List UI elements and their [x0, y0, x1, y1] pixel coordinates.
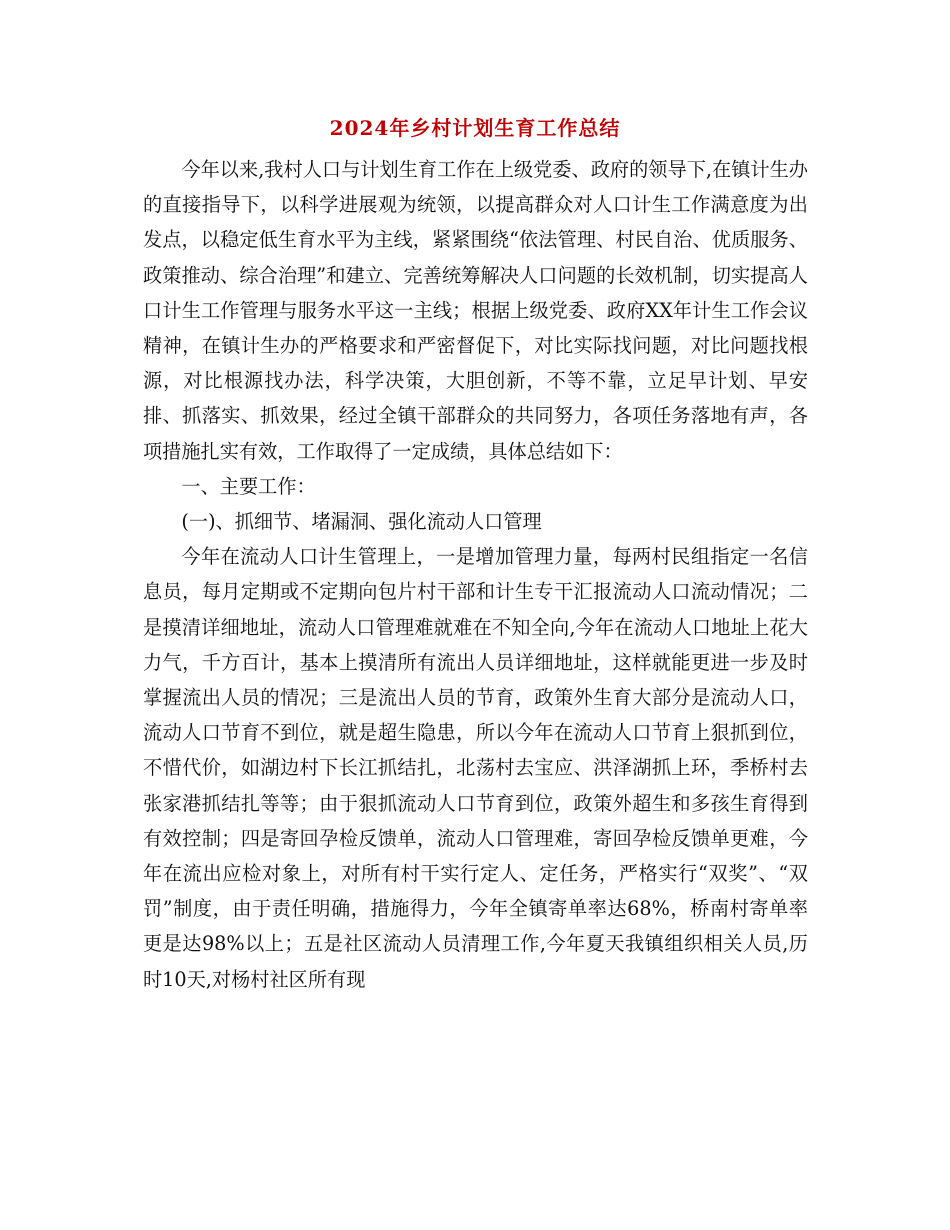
document-title: 2024年乡村计划生育工作总结 [329, 116, 621, 140]
paragraph-intro: 今年以来,我村人口与计划生育工作在上级党委、政府的领导下,在镇计生办的直接指导下，以科学进展观为统领，以提高群众对人口计生工作满意度为出发点，以稳定低生育水平为主线，紧紧围绕“依法管理、村民自治、优质服务、政策推动、综合治理”和建立、完善统筹解决人口问题的长效机制，切实提高人口计生工作管理与服务水平这一主线；根据上级党委、政府XX年计生工作会议精神，在镇计生办的严格要求和严密督促下，对比实际找问题，对比问题找根源，对比根源找办法，科学决策，大胆创新，不等不靠，立足早计划、早安排、抓落实、抓效果，经过全镇干部群众的共同努力，各项任务落地有声，各项措施扎实有效，工作取得了一定成绩，具体总结如下： [143, 158, 808, 463]
document-body [143, 152, 808, 997]
section-heading: 一、主要工作： [181, 474, 316, 498]
subsection-heading: (一)、抓细节、堵漏洞、强化流动人口管理 [181, 510, 542, 534]
paragraph-floating-population: 今年在流动人口计生管理上，一是增加管理力量，每两村民组指定一名信息员，每月定期或不定期向包片村干部和计生专干汇报流动人口流动情况；二是摸清详细地址，流动人口管理难就难在不知全向,今年在流动人口地址上花大力气，千方百计，基本上摸清所有流出人员详细地址，这样就能更进一步及时掌握流出人员的情况；三是流出人员的节育，政策外生育大部分是流动人口，流动人口节育不到位，就是超生隐患，所以今年在流动人口节育上狠抓到位，不惜代价，如湖边村下长江抓结扎，北荡村去宝应、洪泽湖抓上环，季桥村去张家港抓结扎等等；由于狠抓流动人口节育到位，政策外超生和多孩生育得到有效控制；四是寄回孕检反馈单，流动人口管理难，寄回孕检反馈单更难，今年在流出应检对象上，对所有村干实行定人、定任务，严格实行“双奖”、“双罚”制度，由于责任明确，措施得力，今年全镇寄单率达68%，桥南村寄单率更是达98%以上；五是社区流动人员清理工作,今年夏天我镇组织相关人员,历时10天,对杨村社区所有现 [143, 545, 808, 991]
